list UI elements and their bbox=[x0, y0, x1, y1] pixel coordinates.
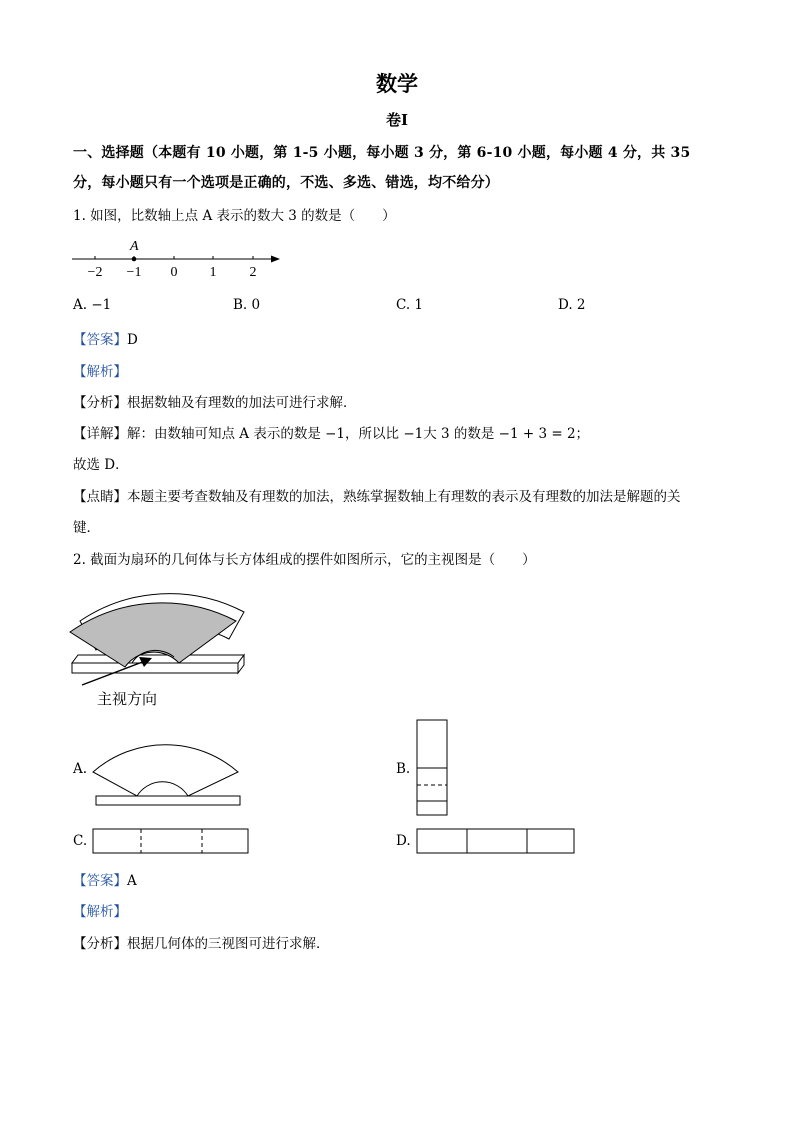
paper-subtitle: 卷I bbox=[385, 111, 409, 129]
q2-option-d-label: D. bbox=[396, 833, 411, 849]
detail-tag: 【详解】 bbox=[73, 426, 127, 442]
answer-tag: 【答案】 bbox=[73, 873, 127, 889]
tick-label-0: 0 bbox=[170, 265, 178, 280]
q1-comment-line1 bbox=[73, 485, 681, 505]
q1-conclusion: 故选 D． bbox=[73, 457, 129, 473]
q2-option-a-label: A. bbox=[73, 761, 88, 777]
q2-analysis-tag: 【解析】 bbox=[73, 904, 127, 920]
q1-option-b: B. 0 bbox=[233, 297, 261, 313]
tick-label-2: 2 bbox=[249, 265, 257, 280]
tick-label-neg1: −1 bbox=[126, 265, 142, 280]
base-top-face bbox=[72, 655, 244, 663]
view-direction-caption: 主视方向 bbox=[97, 690, 158, 708]
q2-option-b-figure bbox=[414, 718, 450, 818]
section-heading-line2: 分，每小题只有一个选项是正确的，不选、多选、错选，均不给分） bbox=[73, 175, 499, 191]
q2-option-b-label: B. bbox=[396, 761, 411, 777]
q1-option-c: C. 1 bbox=[396, 297, 424, 313]
answer-value: A bbox=[127, 873, 137, 889]
number-line-arrow bbox=[271, 256, 280, 263]
base-front-face bbox=[72, 663, 238, 673]
page-title: 数学 bbox=[376, 71, 418, 96]
q2-stem: 2. 截面为扇环的几何体与长方体组成的摆件如图所示，它的主视图是（ ） bbox=[73, 552, 536, 568]
q1-option-a: A. −1 bbox=[73, 297, 112, 313]
fenxi-tag: 【分析】 bbox=[73, 395, 127, 411]
q2-option-c-figure bbox=[90, 826, 252, 856]
detail-text: 解：由数轴可知点 A 表示的数是 −1，所以比 −1大 3 的数是 −1 + 3 = 2； bbox=[127, 426, 590, 442]
answer-tag: 【答案】 bbox=[73, 332, 127, 348]
tick-label-neg2: −2 bbox=[87, 265, 103, 280]
q2-option-a-figure bbox=[90, 724, 245, 809]
q2-fenxi bbox=[73, 932, 330, 952]
q1-analysis-tag: 【解析】 bbox=[73, 364, 127, 380]
top-view-c-outline bbox=[93, 829, 248, 853]
q1-stem: 1. 如图，比数轴上点 A 表示的数大 3 的数是（ ） bbox=[73, 208, 396, 224]
front-view-base bbox=[96, 796, 240, 805]
section-heading-line1: 一、选择题（本题有 10 小题，第 1-5 小题，每小题 3 分，第 6-10 小题，每小题 4 分，共 35 bbox=[73, 145, 691, 161]
top-view-d-outline bbox=[417, 829, 574, 853]
point-a-dot bbox=[132, 257, 137, 262]
comment-tag: 【点睛】 bbox=[73, 489, 127, 505]
q1-detail bbox=[73, 422, 589, 442]
q2-ornament-figure bbox=[68, 575, 253, 715]
q2-option-d-figure bbox=[414, 826, 578, 856]
fenxi-tag: 【分析】 bbox=[73, 936, 127, 952]
point-a-label: A bbox=[130, 239, 139, 254]
q1-fenxi bbox=[73, 391, 357, 411]
tick-label-1: 1 bbox=[209, 265, 217, 280]
q1-option-d: D. 2 bbox=[558, 297, 586, 313]
q2-option-c-label: C. bbox=[73, 833, 88, 849]
fenxi-text: 根据几何体的三视图可进行求解． bbox=[127, 936, 330, 952]
fenxi-text: 根据数轴及有理数的加法可进行求解． bbox=[127, 395, 357, 411]
q1-comment-line2: 键． bbox=[73, 520, 100, 536]
front-view-sector bbox=[93, 745, 238, 796]
comment-text: 本题主要考查数轴及有理数的加法，熟练掌握数轴上有理数的表示及有理数的加法是解题的关 bbox=[127, 489, 681, 505]
q1-answer bbox=[73, 328, 138, 348]
answer-value: D bbox=[127, 332, 138, 348]
q1-number-line-figure bbox=[70, 232, 285, 280]
q2-answer bbox=[73, 869, 137, 889]
